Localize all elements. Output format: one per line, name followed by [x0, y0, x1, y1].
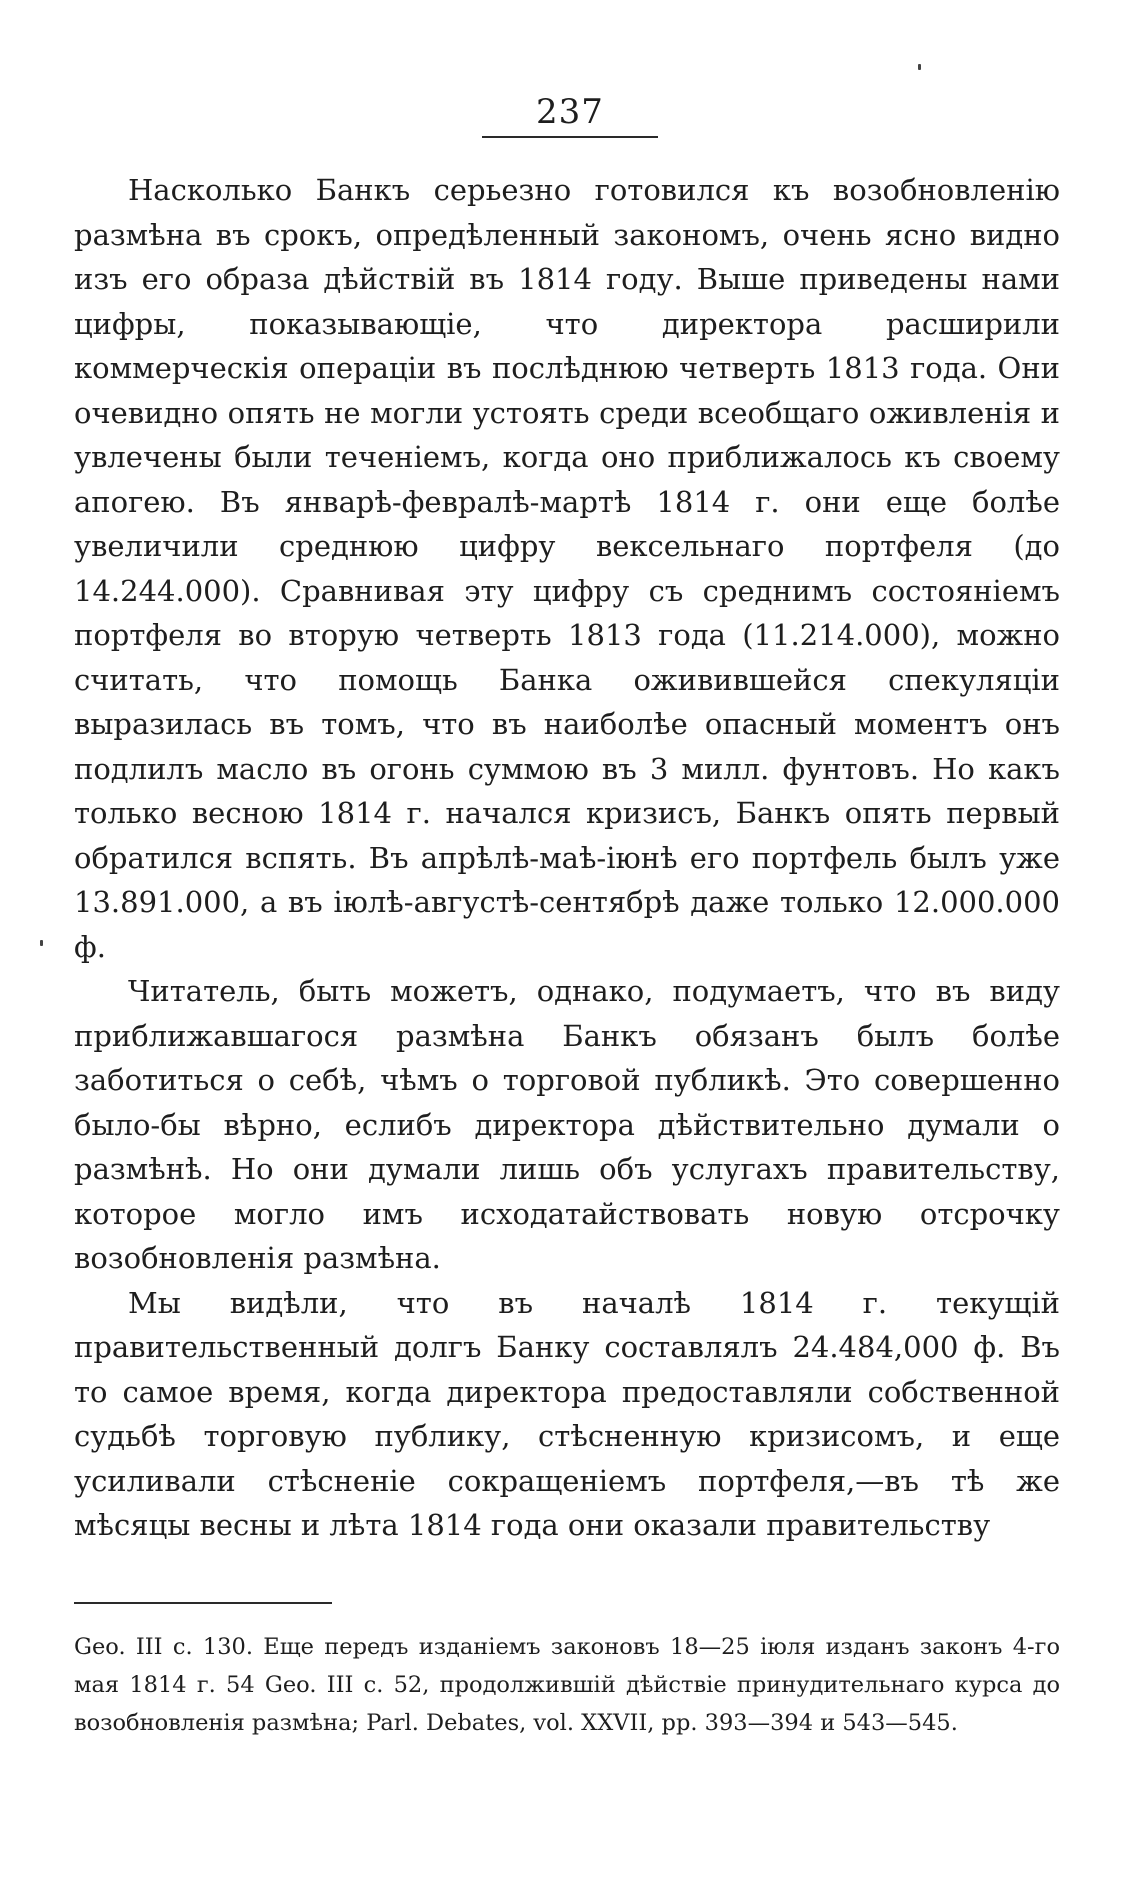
scan-speck-mark [40, 940, 43, 946]
page-number: 237 [536, 92, 604, 132]
paragraph-1: Насколько Банкъ серьезно готовился къ возобновленію размѣна въ срокъ, опредѣленный закономъ, очень ясно видно изъ его образа дѣйствій въ 1814 году. Выше приведены нами цифры, показывающіе, что директора расширили коммерческія операціи въ послѣднюю четверть 1813 года. Они очевидно опять не могли устоять среди всеобщаго оживленія и увлечены были теченіемъ, когда оно приближалось къ своему апогею. Въ январѣ-февралѣ-мартѣ 1814 г. они еще болѣе увеличили среднюю цифру вексельнаго портфеля (до 14.244.000). Сравнивая эту цифру съ среднимъ состояніемъ портфеля во вторую четверть 1813 года (11.214.000), можно считать, что помощь Банка оживившейся спекуляціи выразилась въ томъ, что въ наиболѣе опасный моментъ онъ подлилъ масло въ огонь суммою въ 3 милл. фунтовъ. Но какъ только весною 1814 г. начался кризисъ, Банкъ опять первый обратился вспять. Въ апрѣлѣ-маѣ-іюнѣ его портфель былъ уже 13.891.000, а въ іюлѣ-августѣ-сентябрѣ даже только 12.000.000 ф. [74, 173, 1060, 964]
paragraph-3: Мы видѣли, что въ началѣ 1814 г. текущій правительственный долгъ Банку составлялъ 24.484,000 ф. Въ то самое время, когда директора предоставляли собственной судьбѣ торговую публику, стѣсненную кризисомъ, и еще усиливали стѣсненіе сокращеніемъ портфеля,—въ тѣ же мѣсяцы весны и лѣта 1814 года они оказали правительству [74, 1285, 1060, 1542]
scan-speck-mark [918, 64, 921, 70]
footnote-rule [74, 1602, 332, 1604]
main-text [74, 168, 1060, 1548]
header-rule [482, 136, 658, 138]
paragraph-2: Читатель, быть можетъ, однако, подумаетъ, что въ виду приближавшагося размѣна Банкъ обязанъ былъ болѣе заботиться о себѣ, чѣмъ о торговой публикѣ. Это совершенно было-бы вѣрно, еслибъ директора дѣйствительно думали о размѣнѣ. Но они думали лишь объ услугахъ правительству, которое могло имъ исходатайствовать новую отсрочку возобновленія размѣна. [74, 974, 1060, 1275]
footnote: Geo. III c. 130. Еще передъ изданіемъ законовъ 18—25 іюля изданъ законъ 4-го мая 1814 г. 54 Geo. III c. 52, продолжившій дѣйствіе принудительнаго курса до возобновленія размѣна; Parl. Debates, vol. XXVII, pp. 393—394 и 543—545. [74, 1634, 1060, 1736]
